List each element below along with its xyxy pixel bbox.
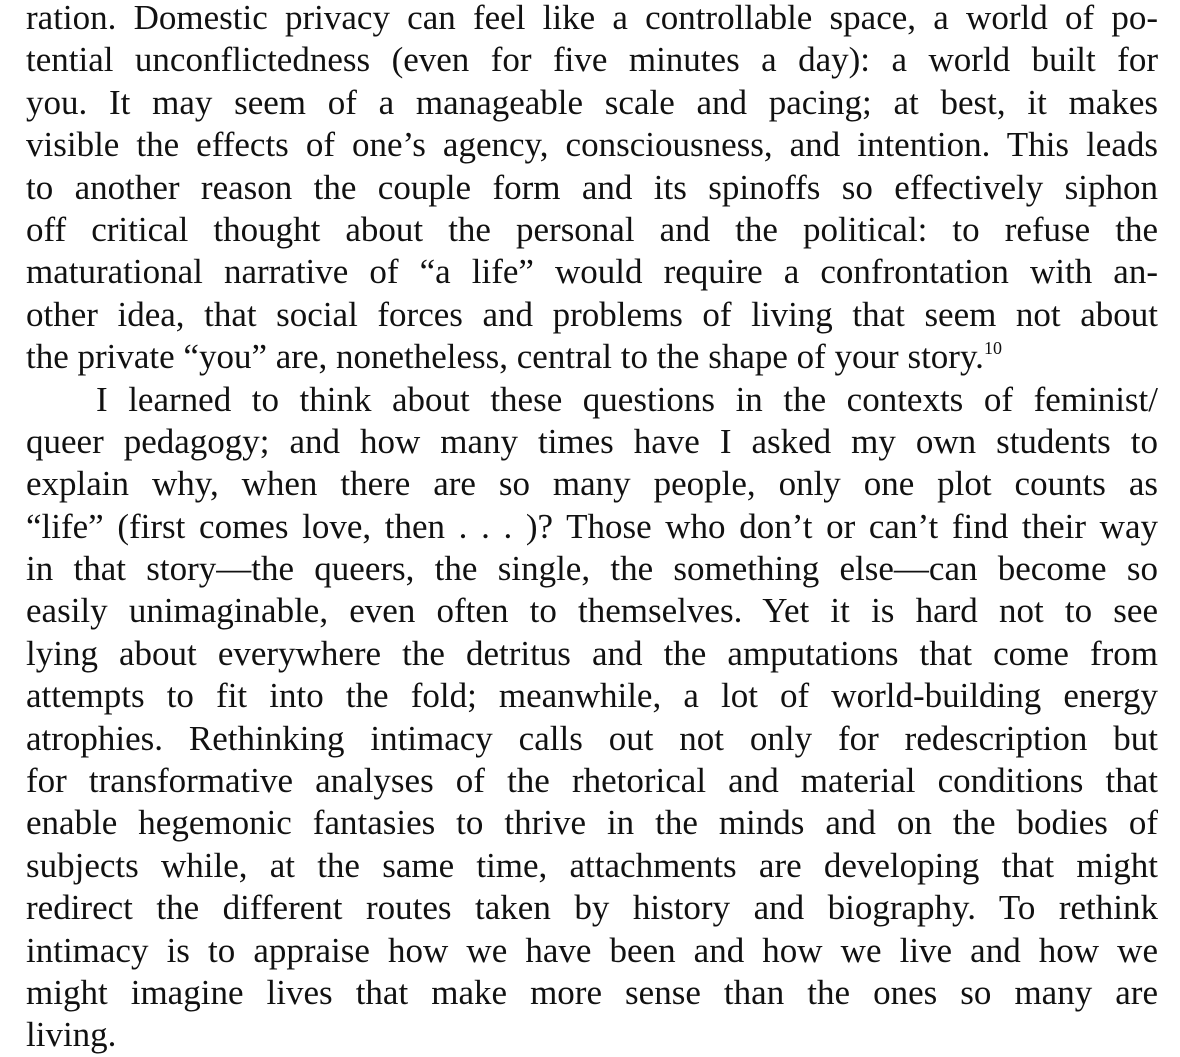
text-line: “life” (first comes love, then . . . )? Those who don’t or can’t find their way xyxy=(26,506,1158,546)
document-page xyxy=(26,0,1158,1057)
text-line: off critical thought about the personal and the political: to refuse the xyxy=(26,209,1158,249)
text-line: other idea, that social forces and problems of living that seem not about xyxy=(26,294,1158,334)
text-line: you. It may seem of a manageable scale and pacing; at best, it makes xyxy=(26,82,1158,122)
text-line: living. xyxy=(26,1015,117,1055)
text-line: subjects while, at the same time, attachments are developing that might xyxy=(26,845,1158,885)
paragraph-1 xyxy=(26,0,1158,379)
text-line: attempts to fit into the fold; meanwhile, a lot of world-building energy xyxy=(26,676,1158,716)
text-line: I learned to think about these questions in the contexts of feminist/ xyxy=(96,379,1158,419)
paragraph-2 xyxy=(26,379,1158,1057)
text-line: explain why, when there are so many people, only one plot counts as xyxy=(26,464,1158,504)
text-line: intimacy is to appraise how we have been and how we live and how we xyxy=(26,930,1158,970)
text-line: lying about everywhere the detritus and the amputations that come from xyxy=(26,633,1158,673)
text-line xyxy=(26,336,1158,378)
text-line: tential unconflictedness (even for five minutes a day): a world built for xyxy=(26,40,1158,80)
text-line: queer pedagogy; and how many times have I asked my own students to xyxy=(26,421,1158,461)
text-line-content: the private “you” are, nonetheless, central to the shape of your story. xyxy=(26,337,984,377)
text-line: visible the effects of one’s agency, consciousness, and intention. This leads xyxy=(26,125,1158,165)
text-line: to another reason the couple form and its spinoffs so effectively siphon xyxy=(26,167,1158,207)
text-line: for transformative analyses of the rhetorical and material conditions that xyxy=(26,761,1158,801)
text-line: easily unimaginable, even often to themselves. Yet it is hard not to see xyxy=(26,591,1158,631)
text-line: maturational narrative of “a life” would require a confrontation with an- xyxy=(26,252,1158,292)
text-line: might imagine lives that make more sense than the ones so many are xyxy=(26,972,1158,1012)
footnote-marker: 10 xyxy=(983,338,1002,359)
text-line: redirect the different routes taken by history and biography. To rethink xyxy=(26,888,1158,928)
text-line: atrophies. Rethinking intimacy calls out not only for redescription but xyxy=(26,718,1158,758)
text-line: in that story—the queers, the single, the something else—can become so xyxy=(26,549,1158,589)
text-line: ration. Domestic privacy can feel like a controllable space, a world of po- xyxy=(26,0,1158,37)
text-line: enable hegemonic fantasies to thrive in the minds and on the bodies of xyxy=(26,803,1158,843)
